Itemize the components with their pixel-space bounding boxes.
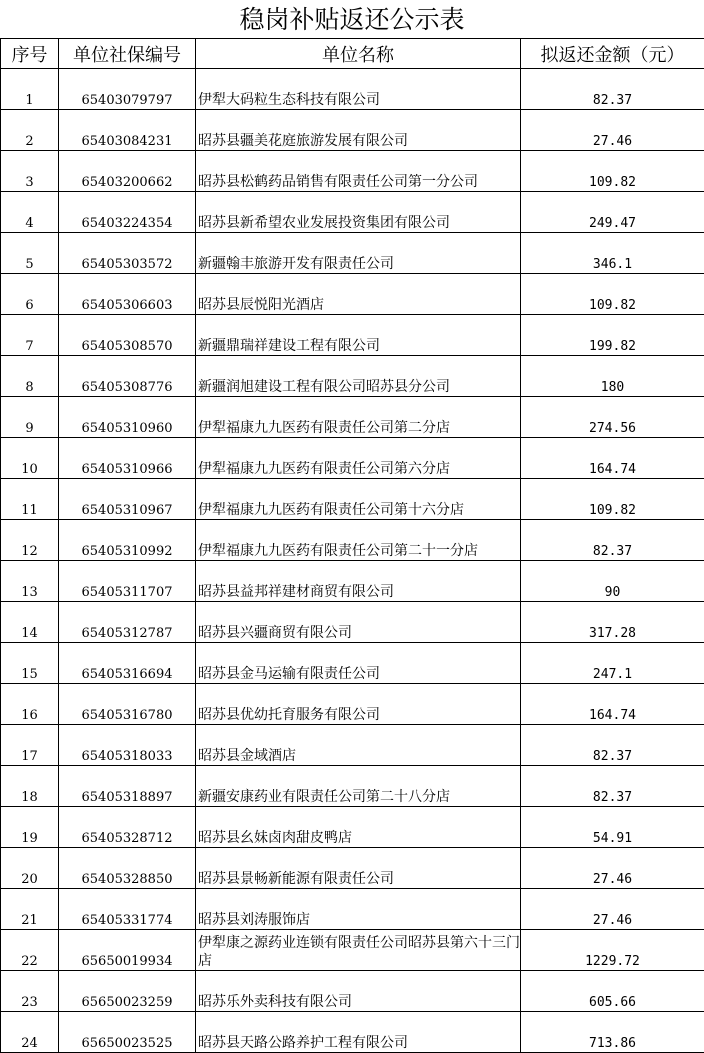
row-name: 昭苏县益邦祥建材商贸有限公司 [196,561,521,602]
table-row [1,151,704,192]
row-name: 新疆鼎瑞祥建设工程有限公司 [196,315,521,356]
row-seq: 11 [1,479,59,520]
table-row [1,807,704,848]
row-code: 65650023259 [59,971,196,1012]
row-amount: 605.66 [521,971,704,1012]
row-seq: 10 [1,438,59,479]
table-row [1,192,704,233]
page-title: 稳岗补贴返还公示表 [0,0,704,38]
row-amount: 27.46 [521,110,704,151]
row-name: 昭苏县幺妹卤肉甜皮鸭店 [196,807,521,848]
row-seq: 13 [1,561,59,602]
header-amount: 拟返还金额（元） [521,39,704,69]
subsidy-table [0,38,704,1053]
row-seq: 8 [1,356,59,397]
row-code: 65405316780 [59,684,196,725]
table-row [1,725,704,766]
row-code: 65405316694 [59,643,196,684]
row-seq: 12 [1,520,59,561]
table-row [1,1012,704,1053]
row-seq: 14 [1,602,59,643]
row-code: 65405328850 [59,848,196,889]
table-row [1,438,704,479]
row-amount: 247.1 [521,643,704,684]
header-name: 单位名称 [196,39,521,69]
row-amount: 199.82 [521,315,704,356]
row-amount: 82.37 [521,69,704,110]
row-seq: 15 [1,643,59,684]
row-code: 65405311707 [59,561,196,602]
row-amount: 274.56 [521,397,704,438]
row-seq: 24 [1,1012,59,1053]
row-amount: 82.37 [521,766,704,807]
row-name: 新疆翰丰旅游开发有限责任公司 [196,233,521,274]
row-seq: 21 [1,889,59,930]
row-code: 65403224354 [59,192,196,233]
row-name: 昭苏县新希望农业发展投资集团有限公司 [196,192,521,233]
row-seq: 9 [1,397,59,438]
row-amount: 82.37 [521,520,704,561]
table-row [1,356,704,397]
row-amount: 164.74 [521,438,704,479]
row-amount: 713.86 [521,1012,704,1053]
row-code: 65650019934 [59,930,196,971]
row-seq: 22 [1,930,59,971]
row-code: 65403084231 [59,110,196,151]
row-name: 昭苏县疆美花庭旅游发展有限公司 [196,110,521,151]
row-code: 65405306603 [59,274,196,315]
row-seq: 4 [1,192,59,233]
row-code: 65405310967 [59,479,196,520]
row-code: 65405303572 [59,233,196,274]
table-row [1,479,704,520]
table-row [1,602,704,643]
table-row [1,930,704,971]
row-code: 65405328712 [59,807,196,848]
row-name: 昭苏县金马运输有限责任公司 [196,643,521,684]
row-code: 65405331774 [59,889,196,930]
row-name: 伊犁福康九九医药有限责任公司第二十一分店 [196,520,521,561]
row-name: 伊犁福康九九医药有限责任公司第六分店 [196,438,521,479]
row-code: 65405308776 [59,356,196,397]
row-seq: 16 [1,684,59,725]
row-name: 昭苏县金域酒店 [196,725,521,766]
row-name: 昭苏县景畅新能源有限责任公司 [196,848,521,889]
row-code: 65405318033 [59,725,196,766]
table-row [1,69,704,110]
row-code: 65403079797 [59,69,196,110]
row-code: 65405312787 [59,602,196,643]
row-code: 65405308570 [59,315,196,356]
row-name: 昭苏县优幼托育服务有限公司 [196,684,521,725]
row-amount: 109.82 [521,479,704,520]
row-seq: 6 [1,274,59,315]
row-seq: 23 [1,971,59,1012]
row-name: 伊犁大码粒生态科技有限公司 [196,69,521,110]
table-row [1,561,704,602]
table-row [1,110,704,151]
table-row [1,315,704,356]
row-seq: 17 [1,725,59,766]
table-row [1,233,704,274]
row-code: 65403200662 [59,151,196,192]
row-amount: 109.82 [521,274,704,315]
table-row [1,684,704,725]
row-seq: 7 [1,315,59,356]
table-row [1,889,704,930]
row-amount: 317.28 [521,602,704,643]
table-row [1,520,704,561]
row-amount: 180 [521,356,704,397]
row-seq: 2 [1,110,59,151]
row-code: 65650023525 [59,1012,196,1053]
row-code: 65405310960 [59,397,196,438]
table-row [1,766,704,807]
row-seq: 1 [1,69,59,110]
row-code: 65405310966 [59,438,196,479]
row-name: 伊犁福康九九医药有限责任公司第二分店 [196,397,521,438]
row-amount: 346.1 [521,233,704,274]
row-code: 65405318897 [59,766,196,807]
row-seq: 18 [1,766,59,807]
row-amount: 249.47 [521,192,704,233]
row-amount: 164.74 [521,684,704,725]
table-row [1,971,704,1012]
table-row [1,274,704,315]
table-row [1,397,704,438]
row-name: 昭苏县刘涛服饰店 [196,889,521,930]
row-amount: 54.91 [521,807,704,848]
row-name: 伊犁康之源药业连锁有限责任公司昭苏县第六十三门店 [196,930,521,971]
table-row [1,848,704,889]
row-amount: 1229.72 [521,930,704,971]
row-name: 昭苏县辰悦阳光酒店 [196,274,521,315]
table-body [1,69,704,1053]
row-amount: 90 [521,561,704,602]
row-amount: 27.46 [521,889,704,930]
row-amount: 82.37 [521,725,704,766]
row-seq: 20 [1,848,59,889]
row-name: 伊犁福康九九医药有限责任公司第十六分店 [196,479,521,520]
row-name: 昭苏县松鹤药品销售有限责任公司第一分公司 [196,151,521,192]
row-name: 昭苏乐外卖科技有限公司 [196,971,521,1012]
table-header-row [1,39,704,69]
row-name: 昭苏县天路公路养护工程有限公司 [196,1012,521,1053]
row-seq: 19 [1,807,59,848]
header-code: 单位社保编号 [59,39,196,69]
row-amount: 27.46 [521,848,704,889]
row-code: 65405310992 [59,520,196,561]
row-name: 新疆润旭建设工程有限公司昭苏县分公司 [196,356,521,397]
row-name: 新疆安康药业有限责任公司第二十八分店 [196,766,521,807]
row-amount: 109.82 [521,151,704,192]
table-row [1,643,704,684]
header-seq: 序号 [1,39,59,69]
row-seq: 3 [1,151,59,192]
row-seq: 5 [1,233,59,274]
row-name: 昭苏县兴疆商贸有限公司 [196,602,521,643]
